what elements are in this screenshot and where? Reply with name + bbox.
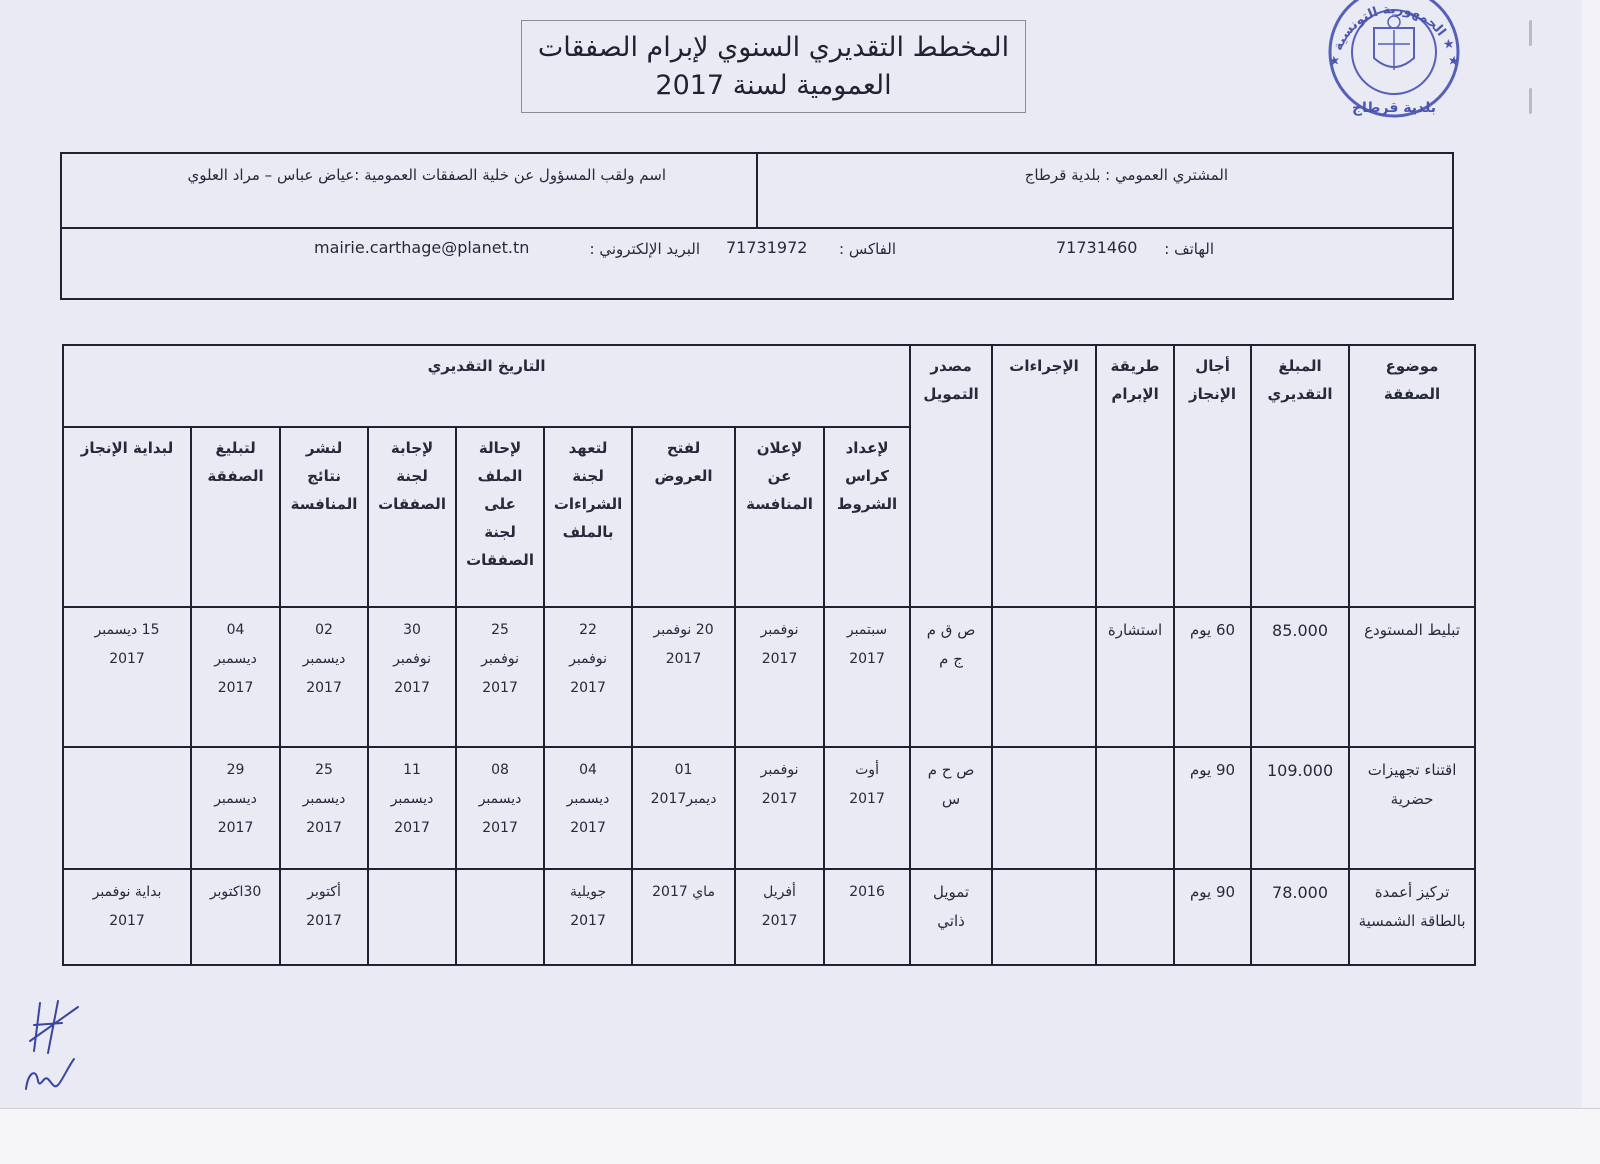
row-date: سبتمبر 2017	[824, 607, 910, 747]
row-subject: تركيز أعمدة بالطاقة الشمسية	[1349, 869, 1475, 965]
table-row	[63, 747, 1475, 869]
row-date: 30اكتوبر	[191, 869, 280, 965]
row-date: 04 ديسمبر 2017	[544, 747, 632, 869]
row-amount: 109.000	[1251, 747, 1349, 869]
row-funding: ص ق م ج م	[910, 607, 992, 747]
row-date	[368, 869, 456, 965]
header-method: طريقة الإبرام	[1096, 345, 1174, 607]
row-date: 11 ديسمبر 2017	[368, 747, 456, 869]
row-date: 02 ديسمبر 2017	[280, 607, 368, 747]
stamp-text: بلدية قرطاج	[1351, 100, 1437, 116]
row-date: بداية نوفمبر 2017	[63, 869, 191, 965]
table-header-row	[63, 345, 1475, 427]
row-date: جويلية 2017	[544, 869, 632, 965]
header-step: لتعهد لجنة الشراءات بالملف	[544, 427, 632, 607]
row-amount: 78.000	[1251, 869, 1349, 965]
header-schedule: التاريخ التقديري	[63, 345, 910, 427]
row-date: 25 ديسمبر 2017	[280, 747, 368, 869]
row-date: 01 ديمبر2017	[632, 747, 735, 869]
row-date	[456, 869, 544, 965]
row-date: 25 نوفمبر 2017	[456, 607, 544, 747]
row-date: 08 ديسمبر 2017	[456, 747, 544, 869]
row-date: 29 ديسمبر 2017	[191, 747, 280, 869]
row-date: 15 ديسمبر 2017	[63, 607, 191, 747]
row-funding: تمويل ذاتي	[910, 869, 992, 965]
header-funding: مصدر التمويل	[910, 345, 992, 607]
header-subject: موضوع الصفقة	[1349, 345, 1475, 607]
header-step: لنشر نتائج المنافسة	[280, 427, 368, 607]
row-amount: 85.000	[1251, 607, 1349, 747]
row-procedures	[992, 607, 1096, 747]
title-line-1: المخطط التقديري السنوي لإبرام الصفقات	[537, 31, 1010, 63]
row-method	[1096, 869, 1174, 965]
row-subject: اقتناء تجهيزات حضرية	[1349, 747, 1475, 869]
page-edge	[1582, 0, 1600, 1108]
handwritten-initials-signature	[18, 995, 88, 1100]
row-date: 2016	[824, 869, 910, 965]
row-method: استشارة	[1096, 607, 1174, 747]
row-duration: 90 يوم	[1174, 747, 1251, 869]
row-date: 22 نوفمبر 2017	[544, 607, 632, 747]
svg-text:★ الجمهورية التونسية ★ ★: ★ الجمهورية التونسية ★ ★	[1326, 2, 1462, 68]
municipal-seal-stamp	[1318, 0, 1470, 130]
phone-number: 71731460	[1056, 238, 1138, 257]
row-subject: تبليط المستودع	[1349, 607, 1475, 747]
header-step: لإعداد كراس الشروط	[824, 427, 910, 607]
header-amount: المبلغ التقديري	[1251, 345, 1349, 607]
binder-hole	[1529, 88, 1532, 114]
row-duration: 90 يوم	[1174, 869, 1251, 965]
header-step: لفتح العروض	[632, 427, 735, 607]
table-row	[63, 607, 1475, 747]
title-line-2: العمومية لسنة 2017	[655, 69, 892, 101]
official-name: اسم ولقب المسؤول عن خلية الصفقات العمومية :عياض عباس – مراد العلوي	[187, 166, 666, 184]
header-procedures: الإجراءات	[992, 345, 1096, 607]
header-step: لإحالة الملف على لجنة الصفقات	[456, 427, 544, 607]
buyer-info-box	[60, 152, 1454, 300]
row-duration: 60 يوم	[1174, 607, 1251, 747]
email-address: mairie.carthage@planet.tn	[314, 238, 530, 257]
header-duration: أجال الإنجاز	[1174, 345, 1251, 607]
row-date: أفريل 2017	[735, 869, 824, 965]
phone-label: الهاتف :	[1164, 240, 1214, 258]
row-date: نوفمبر 2017	[735, 607, 824, 747]
row-procedures	[992, 869, 1096, 965]
row-date: أكتوبر 2017	[280, 869, 368, 965]
row-funding: ص ح م س	[910, 747, 992, 869]
fax-label: الفاكس :	[839, 240, 896, 258]
row-date: أوت 2017	[824, 747, 910, 869]
row-date: نوفمبر 2017	[735, 747, 824, 869]
procurement-plan-table	[62, 344, 1476, 966]
row-date: 20 نوفمبر 2017	[632, 607, 735, 747]
row-date	[63, 747, 191, 869]
header-step: لتبليغ الصفقة	[191, 427, 280, 607]
scan-bottom-margin	[0, 1108, 1600, 1164]
table-row	[63, 869, 1475, 965]
binder-hole	[1529, 20, 1532, 46]
row-method	[1096, 747, 1174, 869]
header-step: لإعلان عن المنافسة	[735, 427, 824, 607]
header-step: لإجابة لجنة الصفقات	[368, 427, 456, 607]
row-date: 30 نوفمبر 2017	[368, 607, 456, 747]
fax-number: 71731972	[726, 238, 808, 257]
email-label: البريد الإلكتروني :	[589, 240, 700, 258]
row-procedures	[992, 747, 1096, 869]
row-date: ماي 2017	[632, 869, 735, 965]
row-date: 04 ديسمبر 2017	[191, 607, 280, 747]
document-title	[521, 20, 1026, 113]
header-step: لبداية الإنجاز	[63, 427, 191, 607]
buyer-name: المشتري العمومي : بلدية قرطاج	[1024, 166, 1228, 184]
